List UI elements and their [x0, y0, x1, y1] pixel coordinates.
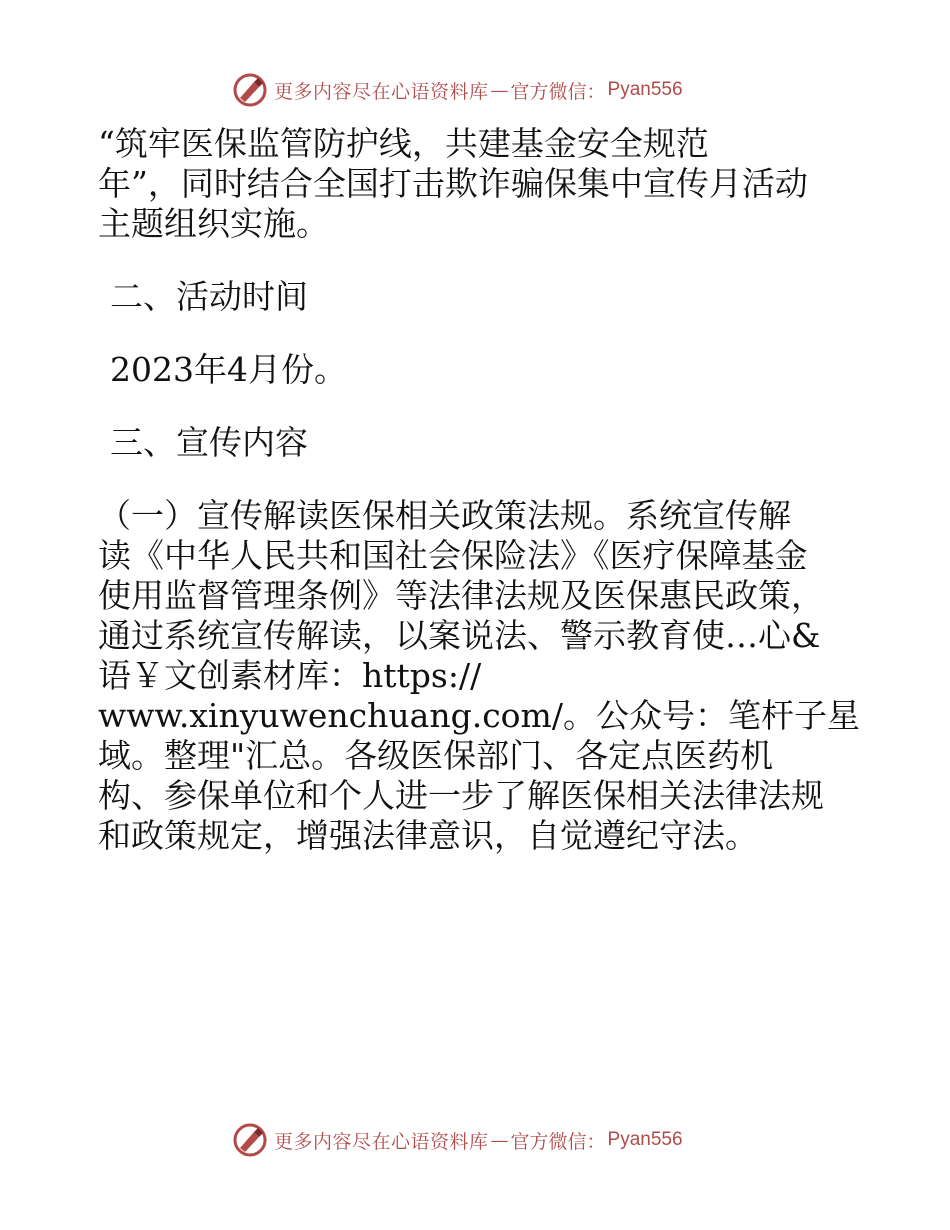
body-line: 域。整理"汇总。各级医保部门、各定点医药机 — [98, 736, 774, 775]
body-line: 和政策规定，增强法律意识，自觉遵纪守法。 — [98, 816, 758, 855]
watermark-main-text: 更多内容尽在心语资料库 — [274, 1130, 489, 1153]
body-line: 年”，同时结合全国打击欺诈骗保集中宣传月活动 — [98, 164, 808, 203]
watermark-dash: — — [490, 79, 509, 101]
document-body — [98, 124, 858, 856]
body-line: “筑牢医保监管防护线，共建基金安全规范 — [98, 124, 709, 163]
brand-logo-icon — [232, 72, 268, 108]
header-watermark — [232, 70, 732, 110]
body-line: 语￥文创素材库：https:// — [98, 656, 482, 695]
section-heading-content: 三、宣传内容 — [110, 423, 308, 462]
footer-watermark — [232, 1120, 732, 1160]
watermark-wechat-id: Pyan556 — [607, 1129, 683, 1150]
body-line: 2023年4月份。 — [110, 350, 347, 389]
section-heading-time: 二、活动时间 — [110, 277, 308, 316]
watermark-wechat-id: Pyan556 — [607, 79, 683, 100]
body-line: 使用监督管理条例》等法律法规及医保惠民政策， — [98, 576, 824, 615]
body-line: 读《中华人民共和国社会保险法》《医疗保障基金 — [98, 536, 808, 575]
watermark-dash: — — [490, 1129, 509, 1151]
brand-logo-icon — [232, 1122, 268, 1158]
watermark-sub-text: 官方微信： — [510, 80, 606, 103]
watermark-main-text: 更多内容尽在心语资料库 — [274, 80, 489, 103]
body-line: 主题组织实施。 — [98, 204, 329, 243]
body-line: （一）宣传解读医保相关政策法规。系统宣传解 — [98, 496, 791, 535]
body-line: 通过系统宣传解读，以案说法、警示教育使…心& — [98, 616, 821, 655]
body-line: 构、参保单位和个人进一步了解医保相关法律法规 — [98, 776, 824, 815]
watermark-sub-text: 官方微信： — [510, 1130, 606, 1153]
body-line: www.xinyuwenchuang.com/。公众号：笔杆子星 — [98, 696, 860, 735]
